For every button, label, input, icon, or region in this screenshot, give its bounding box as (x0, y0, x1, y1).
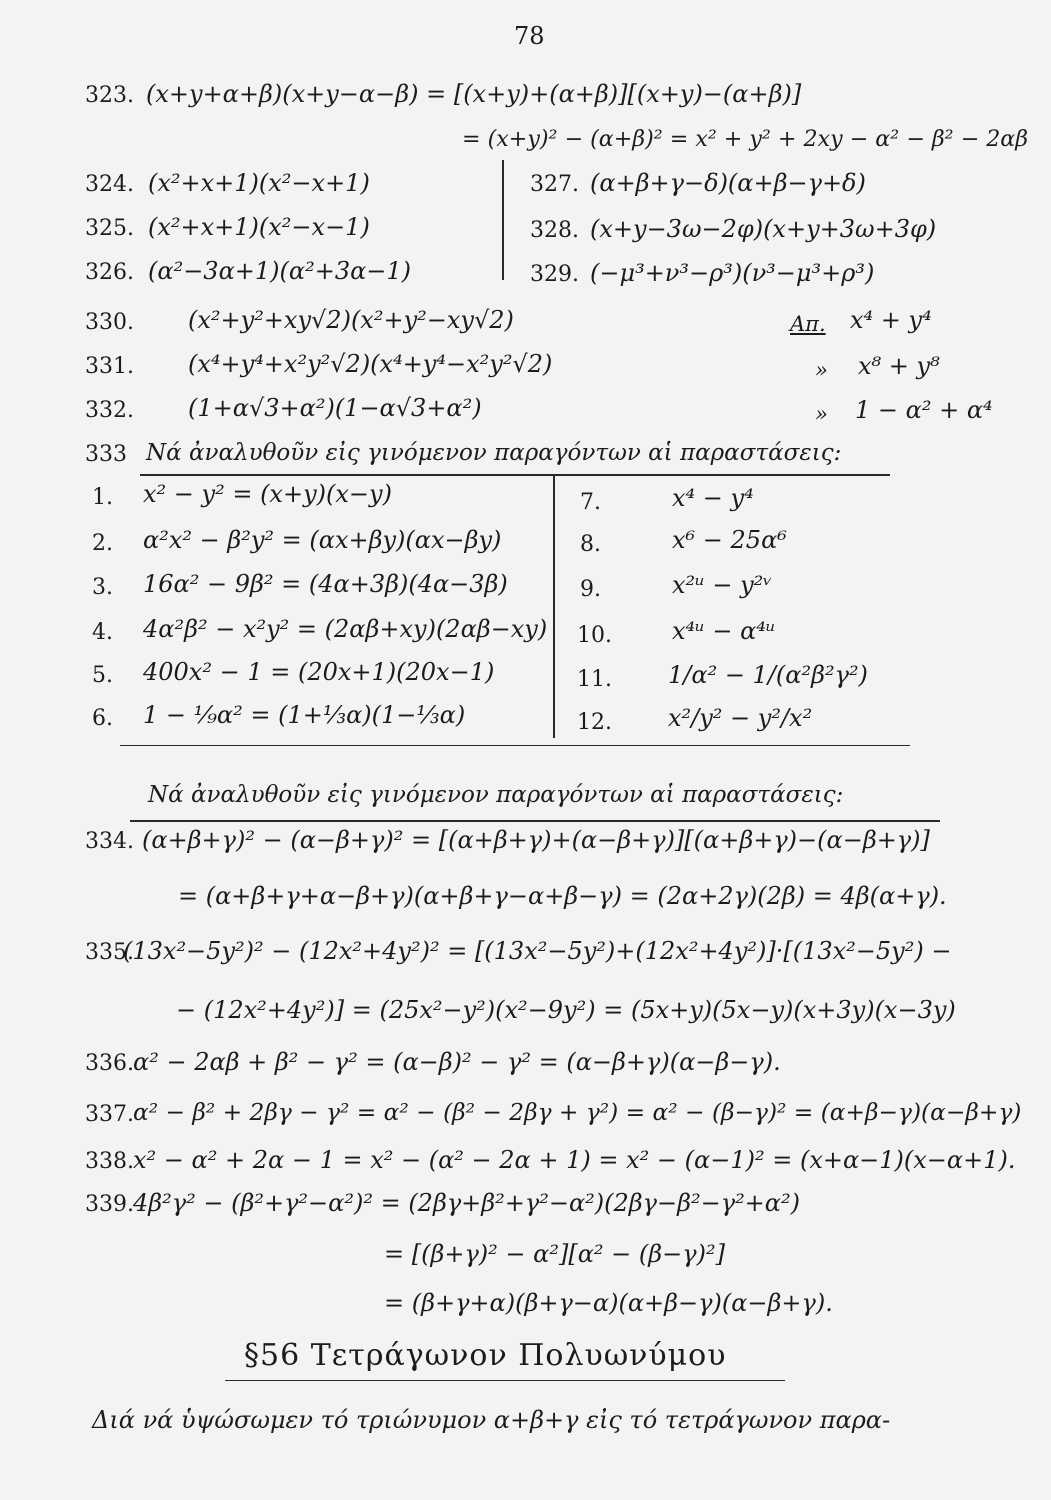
exercise-339-line-2: = [(β+γ)² − α²][α² − (β−γ)²] (384, 1240, 725, 1268)
exercise-329: (−μ³+ν³−ρ³)(ν³−μ³+ρ³) (590, 259, 875, 287)
exercise-333-number: 333 (85, 442, 127, 467)
exercise-338-number: 338. (85, 1149, 134, 1174)
exercise-331-answer: x⁸ + y⁸ (858, 352, 940, 380)
exercise-328: (x+y−3ω−2φ)(x+y+3ω+3φ) (590, 215, 937, 243)
exercise-336: α² − 2αβ + β² − γ² = (α−β)² − γ² = (α−β+γ)(α−β−γ). (133, 1048, 781, 1076)
table-top-rule (140, 474, 890, 476)
column-divider (502, 160, 504, 280)
exercise-329-number: 329. (530, 262, 579, 287)
exercise-332-number: 332. (85, 398, 134, 423)
exercise-332-answer: 1 − α² + α⁴ (855, 396, 993, 424)
table-item-left: 1 − ¹⁄₉α² = (1+⅓α)(1−⅓α) (143, 701, 466, 729)
exercise-331-number: 331. (85, 354, 134, 379)
exercise-332: (1+α√3+α²)(1−α√3+α²) (188, 394, 482, 422)
exercise-334-line-1: (α+β+γ)² − (α−β+γ)² = [(α+β+γ)+(α−β+γ)][(α+β+γ)−(α−β+γ)] (142, 826, 930, 854)
exercise-330-answer: x⁴ + y⁴ (850, 306, 932, 334)
exercise-327: (α+β+γ−δ)(α+β−γ+δ) (590, 169, 866, 197)
table-item-right: x²ᵘ − y²ᵛ (672, 571, 773, 599)
section-body-text: Διά νά ὑψώσωμεν τό τριώνυμον α+β+γ εἰς τό τετράγωνον παρα- (92, 1406, 891, 1434)
exercise-334-number: 334. (85, 829, 134, 854)
table-item-number: 11. (577, 667, 612, 692)
exercise-327-number: 327. (530, 172, 579, 197)
exercise-335-line-2: − (12x²+4y²)] = (25x²−y²)(x²−9y²) = (5x+y)(5x−y)(x+3y)(x−3y) (176, 996, 956, 1024)
exercise-330: (x²+y²+xy√2)(x²+y²−xy√2) (188, 306, 514, 334)
exercise-337: α² − β² + 2βγ − γ² = α² − (β² − 2βγ + γ²) = α² − (β−γ)² = (α+β−γ)(α−β+γ) (133, 1099, 1022, 1126)
table-item-left: 400x² − 1 = (20x+1)(20x−1) (143, 658, 495, 686)
exercise-326-number: 326. (85, 260, 134, 285)
answer-label: Απ. (790, 312, 826, 336)
table-item-left: 16α² − 9β² = (4α+3β)(4α−3β) (143, 570, 508, 598)
exercise-326: (α²−3α+1)(α²+3α−1) (148, 257, 412, 285)
exercise-323-line-2: = (x+y)² − (α+β)² = x² + y² + 2xy − α² − β² − 2αβ (462, 126, 1029, 152)
table-item-number: 3. (92, 575, 113, 600)
exercise-323-number: 323. (85, 83, 134, 108)
exercise-324-number: 324. (85, 172, 134, 197)
table-item-right: x⁴ − y⁴ (672, 484, 754, 512)
exercise-339-line-3: = (β+γ+α)(β+γ−α)(α+β−γ)(α−β+γ). (384, 1289, 833, 1317)
table-item-number: 10. (577, 623, 612, 648)
table-item-number: 6. (92, 706, 113, 731)
table-item-right: 1/α² − 1/(α²β²γ²) (668, 661, 868, 689)
exercise-333-heading: Νά ἀναλυθοῦν εἰς γινόμενον παραγόντων αἱ παραστάσεις: (146, 440, 842, 466)
table-item-right: x⁶ − 25α⁶ (672, 526, 787, 554)
exercise-339-number: 339. (85, 1192, 134, 1217)
section-title-rule (225, 1380, 785, 1381)
table-item-left: x² − y² = (x+y)(x−y) (143, 480, 392, 508)
exercise-331: (x⁴+y⁴+x²y²√2)(x⁴+y⁴−x²y²√2) (188, 350, 553, 378)
exercise-336-number: 336. (85, 1051, 134, 1076)
exercise-330-number: 330. (85, 310, 134, 335)
exercise-339-line-1: 4β²γ² − (β²+γ²−α²)² = (2βγ+β²+γ²−α²)(2βγ−β²−γ²+α²) (133, 1189, 800, 1217)
table-column-divider (553, 476, 555, 738)
table-item-number: 7. (580, 490, 601, 515)
heading-rule (130, 820, 940, 822)
table-item-number: 12. (577, 710, 612, 735)
exercise-323-line-1: (x+y+α+β)(x+y−α−β) = [(x+y)+(α+β)][(x+y)−(α+β)] (146, 80, 802, 108)
exercise-334-line-2: = (α+β+γ+α−β+γ)(α+β+γ−α+β−γ) = (2α+2γ)(2β) = 4β(α+γ). (178, 882, 947, 910)
table-item-number: 8. (580, 532, 601, 557)
ditto-mark: » (815, 358, 828, 382)
table-item-left: α²x² − β²y² = (αx+βy)(αx−βy) (143, 526, 502, 554)
table-bottom-rule (120, 745, 910, 746)
exercise-337-number: 337. (85, 1102, 134, 1127)
exercise-325-number: 325. (85, 216, 134, 241)
table-item-number: 1. (92, 485, 113, 510)
table-item-number: 4. (92, 620, 113, 645)
table-item-number: 2. (92, 531, 113, 556)
exercise-335-line-1: (13x²−5y²)² − (12x²+4y²)² = [(13x²−5y²)+(12x²+4y²)]·[(13x²−5y²) − (123, 937, 952, 965)
table-item-number: 9. (580, 577, 601, 602)
table-item-right: x⁴ᵘ − α⁴ᵘ (672, 617, 776, 645)
exercise-325: (x²+x+1)(x²−x−1) (148, 213, 370, 241)
factorize-heading: Νά ἀναλυθοῦν εἰς γινόμενον παραγόντων αἱ παραστάσεις: (148, 782, 844, 808)
exercise-324: (x²+x+1)(x²−x+1) (148, 169, 370, 197)
table-item-left: 4α²β² − x²y² = (2αβ+xy)(2αβ−xy) (143, 615, 548, 643)
exercise-335-number: 335. (85, 940, 134, 965)
table-item-number: 5. (92, 663, 113, 688)
exercise-338: x² − α² + 2α − 1 = x² − (α² − 2α + 1) = x² − (α−1)² = (x+α−1)(x−α+1). (133, 1146, 1016, 1174)
table-item-right: x²/y² − y²/x² (668, 704, 813, 732)
page-number: 78 (514, 22, 545, 50)
exercise-328-number: 328. (530, 218, 579, 243)
section-title: §56 Τετράγωνον Πολυωνύμου (244, 1338, 727, 1373)
ditto-mark: » (815, 402, 828, 426)
